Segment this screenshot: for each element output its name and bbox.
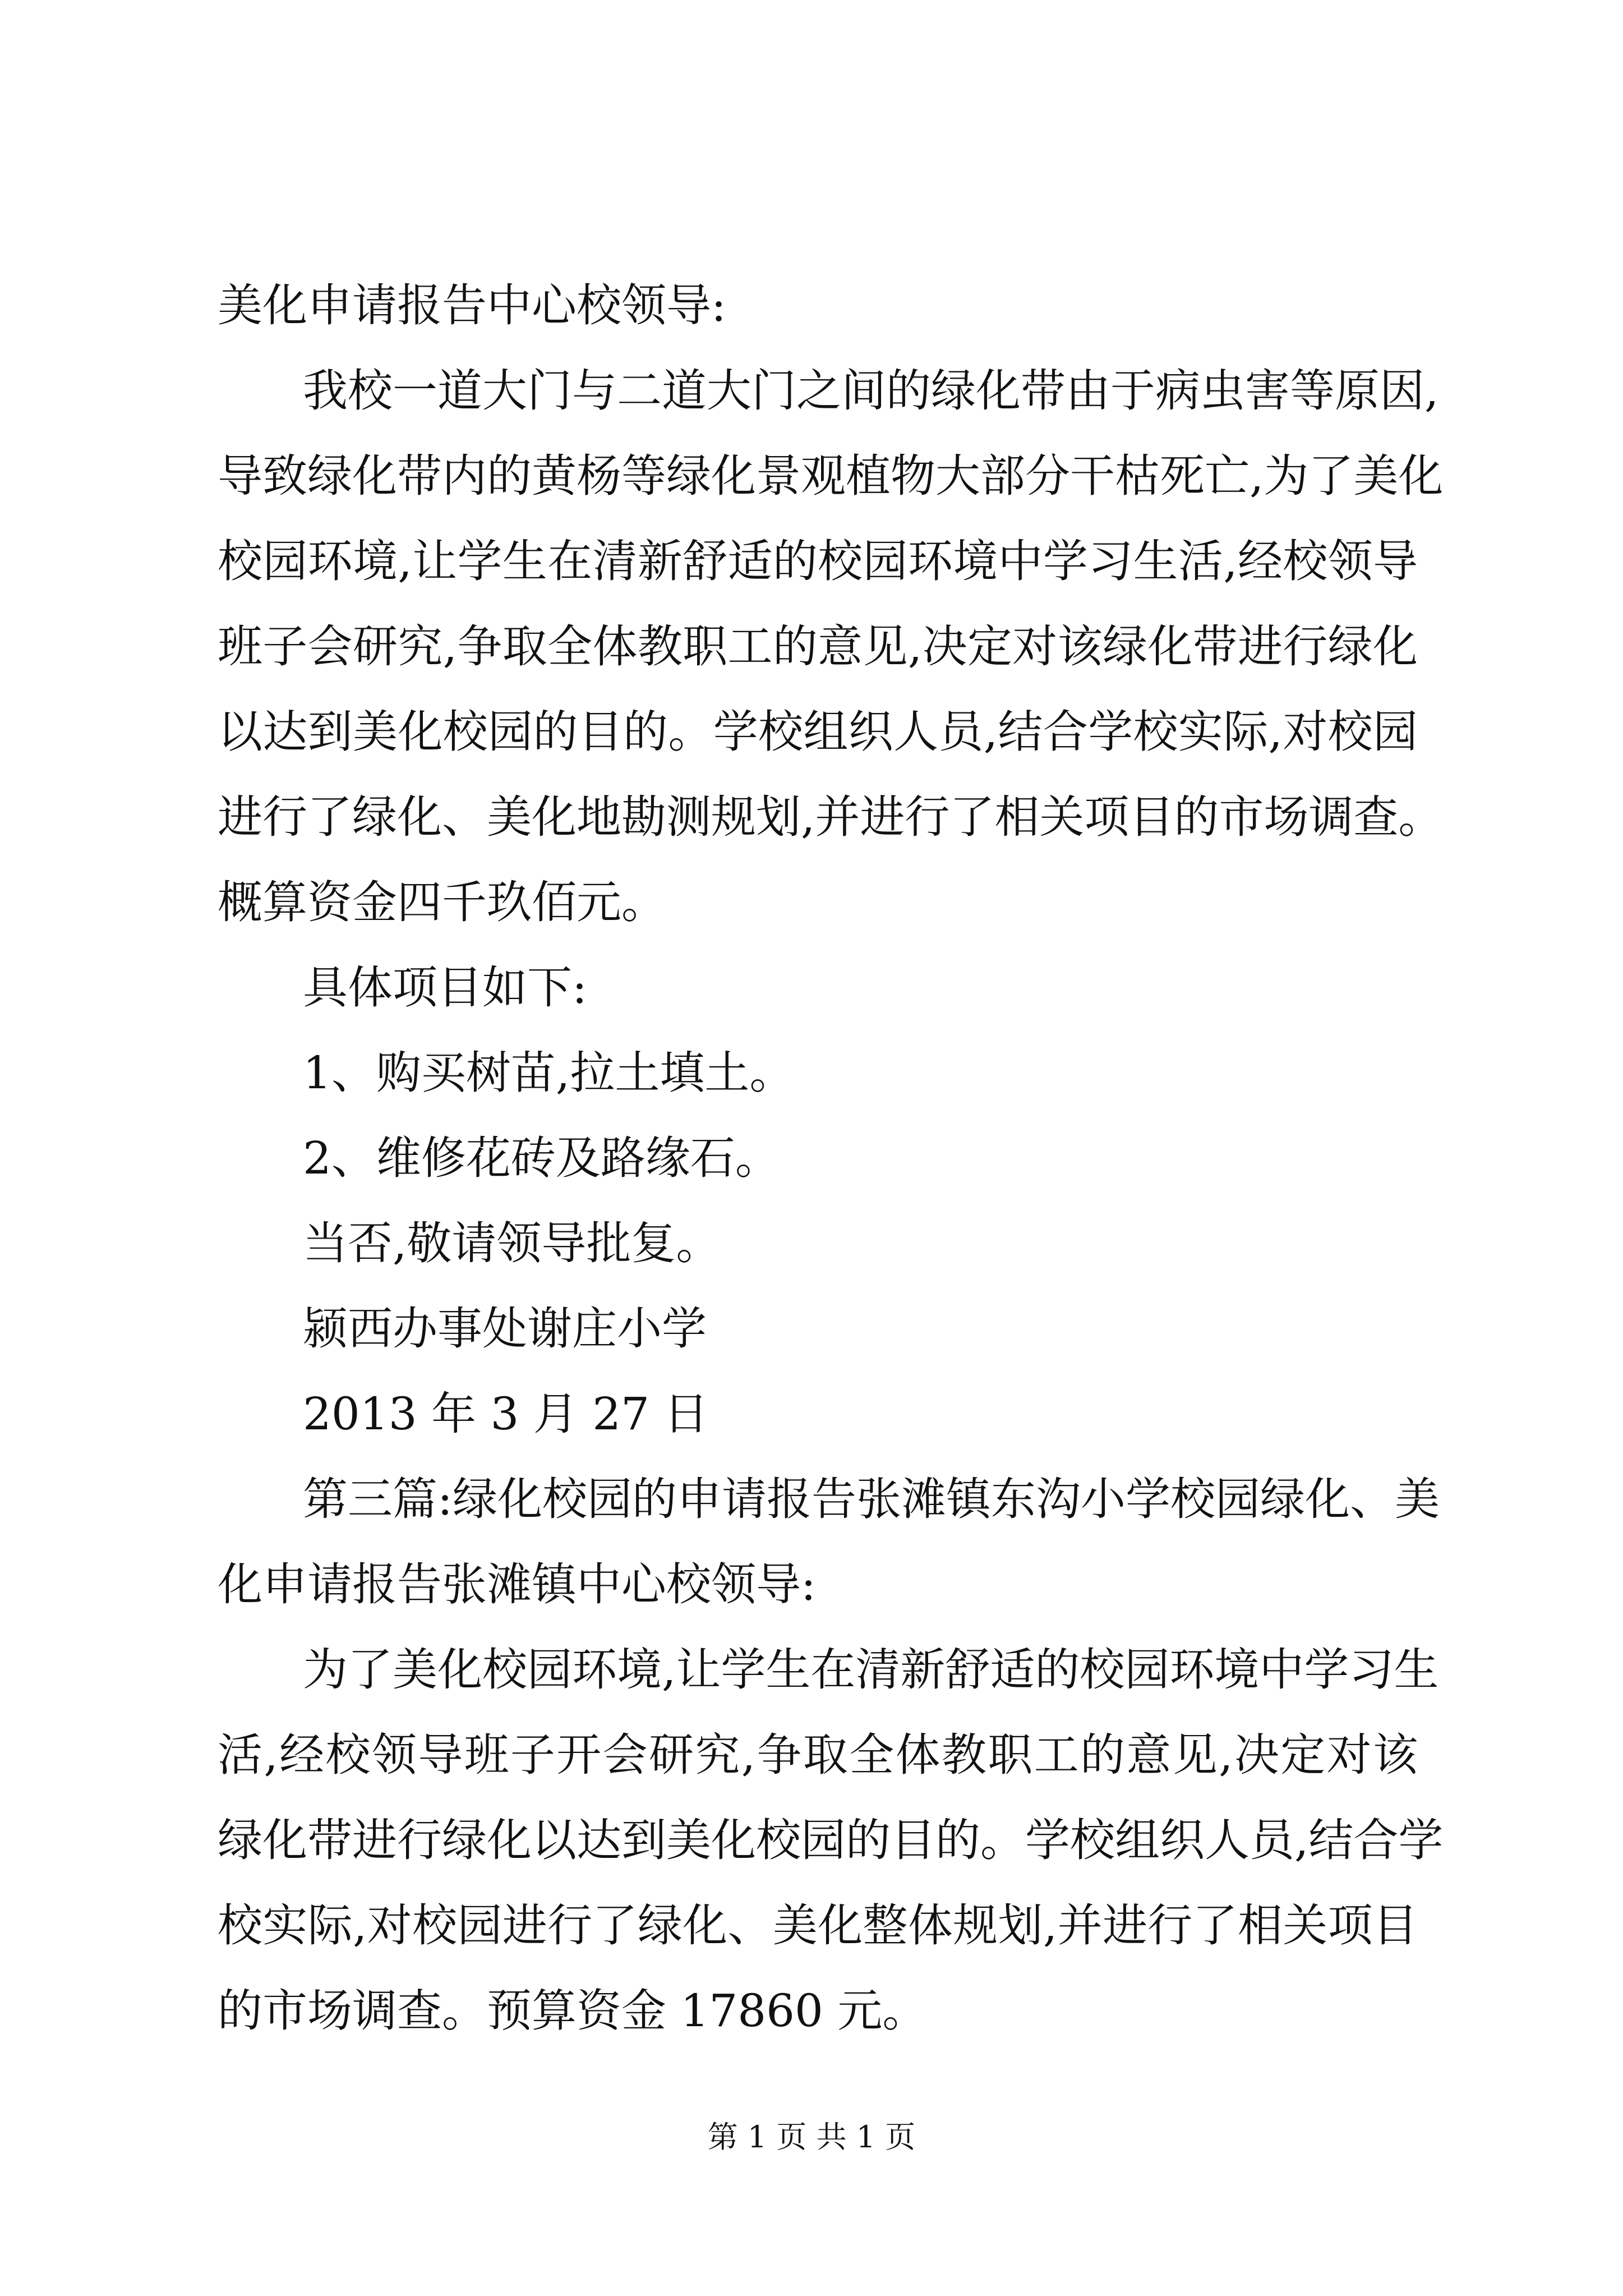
date-line: 2013 年 3 月 27 日 — [303, 1388, 709, 1440]
list-heading: 具体项目如下: — [303, 961, 587, 1014]
paragraph-line: 我校一道大门与二道大门之间的绿化带由于病虫害等原因, — [303, 365, 1439, 417]
paragraph-line: 活,经校领导班子开会研究,争取全体教职工的意见,决定对该 — [218, 1729, 1418, 1781]
page-number-footer: 第 1 页 共 1 页 — [707, 2119, 916, 2155]
list-item: 1、购买树苗,拉土填土。 — [303, 1047, 795, 1099]
paragraph-line: 概算资金四千玖佰元。 — [218, 876, 666, 928]
salutation-line: 化申请报告张滩镇中心校领导: — [218, 1558, 816, 1611]
closing-line: 当否,敬请领导批复。 — [303, 1217, 721, 1269]
paragraph-line: 为了美化校园环境,让学生在清新舒适的校园环境中学习生 — [303, 1644, 1439, 1696]
paragraph-line: 的市场调查。预算资金 17860 元。 — [218, 1985, 928, 2037]
salutation-line: 美化申请报告中心校领导: — [218, 279, 726, 332]
paragraph-line: 校实际,对校园进行了绿化、美化整体规划,并进行了相关项目 — [218, 1899, 1418, 1952]
paragraph-line: 导致绿化带内的黄杨等绿化景观植物大部分干枯死亡,为了美化 — [218, 450, 1444, 502]
paragraph-line: 进行了绿化、美化地勘测规划,并进行了相关项目的市场调查。 — [218, 791, 1444, 843]
section-heading-line: 第三篇:绿化校园的申请报告张滩镇东沟小学校园绿化、美 — [303, 1473, 1440, 1525]
signature-line: 颍西办事处谢庄小学 — [303, 1303, 707, 1355]
paragraph-line: 以达到美化校园的目的。学校组织人员,结合学校实际,对校园 — [218, 706, 1418, 758]
paragraph-line: 校园环境,让学生在清新舒适的校园环境中学习生活,经校领导 — [218, 535, 1418, 587]
list-item: 2、维修花砖及路缘石。 — [303, 1132, 780, 1184]
paragraph-line: 绿化带进行绿化以达到美化校园的目的。学校组织人员,结合学 — [218, 1814, 1444, 1866]
paragraph-line: 班子会研究,争取全体教职工的意见,决定对该绿化带进行绿化 — [218, 620, 1418, 673]
